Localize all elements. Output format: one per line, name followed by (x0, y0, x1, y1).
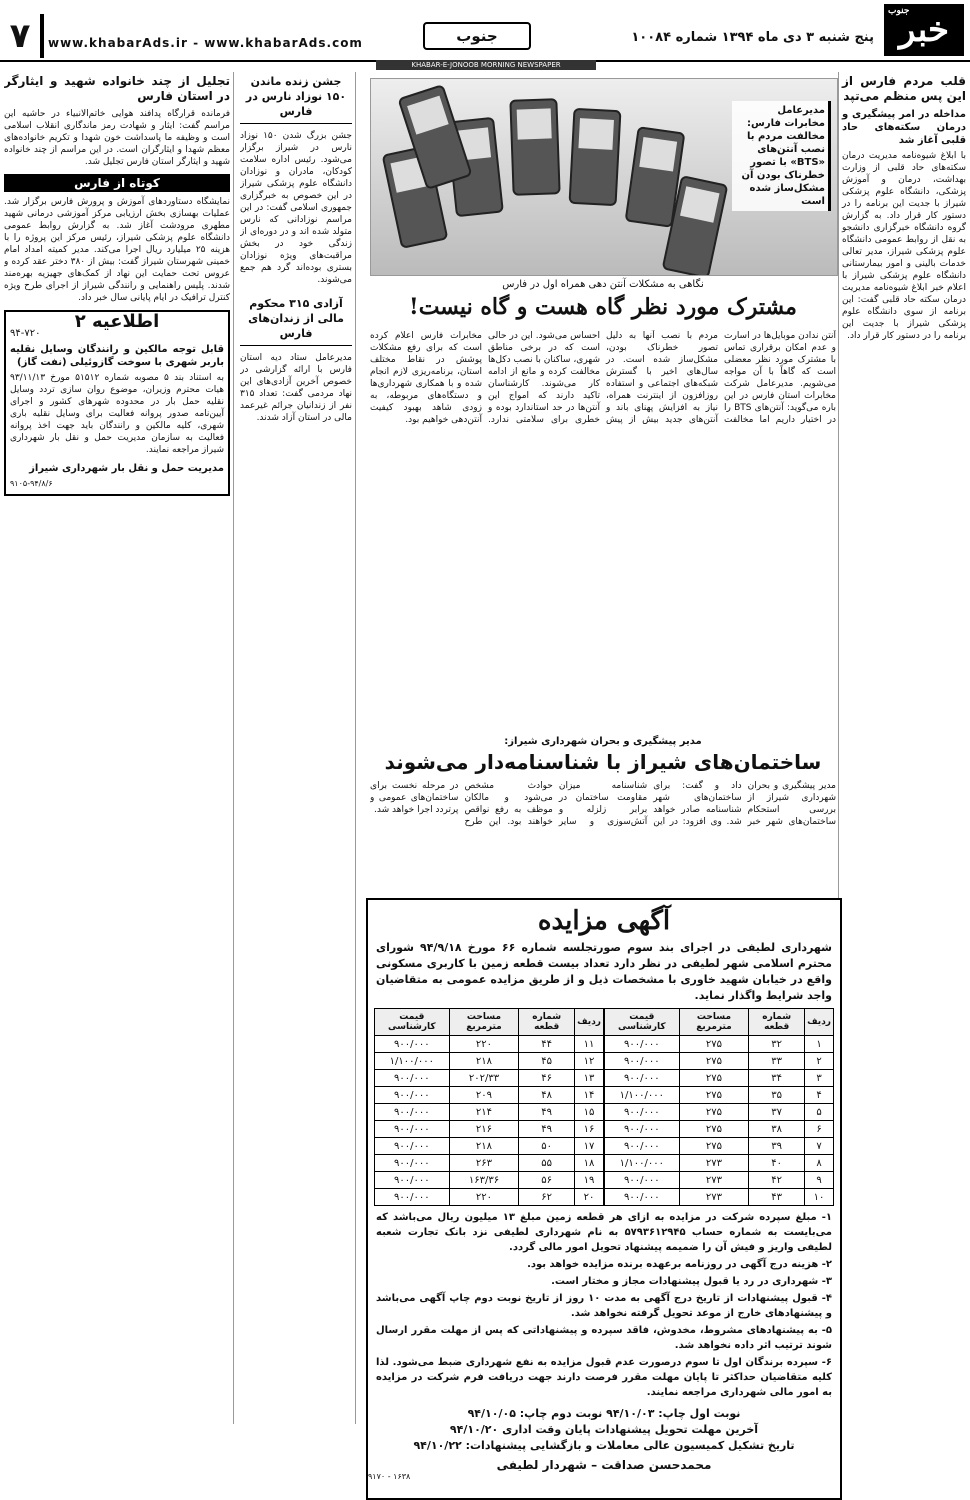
table-cell: ۲۷۳ (679, 1155, 749, 1172)
section-tab[interactable]: جنوب (423, 22, 531, 50)
table-row (605, 1121, 834, 1138)
ad-term: ۳- شهرداری در رد یا قبول پیشنهادات مجاز و مختار است. (551, 1276, 832, 1287)
martyrs-body: فرمانده قرارگاه پدافند هوایی خاتم‌الانبیاء در حاشیه این مراسم گفت: ایثار و شهادت رمز ماندگاری انقلاب اسلامی است و وظیفه ما پاسداشت خون شهدا و تکریم خانواده‌های معظم شهدا و ایثارگران است. در این مراسم از چند خانواده شهید و ایثارگر استان فارس تجلیل شد. (4, 109, 230, 167)
table-row (375, 1189, 604, 1206)
table-cell: ۳۳ (749, 1053, 805, 1070)
table-cell: ۲۱۸ (449, 1053, 519, 1070)
table-row (375, 1172, 604, 1189)
prisoners-body: مدیرعامل ستاد دیه استان فارس با ارائه گزارشی در خصوص آخرین آزادی‌های این نهاد مردمی گفت: تعداد ۳۱۵ نفر از زندانیان جرائم غیرعمد مالی در استان آزاد شدند. (240, 353, 352, 423)
newspaper-logo[interactable] (884, 4, 964, 56)
table-cell: ۲۰۹ (449, 1087, 519, 1104)
heart-lead: مداخله در امر پیشگیری و درمان سکته‌های حاد قلبی آغاز شد (842, 109, 966, 146)
table-cell: ۱/۱۰۰/۰۰۰ (605, 1155, 680, 1172)
ad-term: ۱- مبلغ سپرده شرکت در مزایده به ازای هر قطعه زمین مبلغ ۱۳ میلیون ریال می‌باشد که می‌بایست به شماره حساب ۵۷۹۳۶۱۲۹۴۵ به نام شهرداری لطیفی نزد بانک تجارت شعبه لطیفی واریز و فیش آن را ضمیمه پیشنهاد تحویل امور مالی گردد. (376, 1212, 832, 1253)
table-cell: ۱۳ (575, 1070, 604, 1087)
table-row (375, 1138, 604, 1155)
table-cell: ۲ (805, 1053, 834, 1070)
table-row (605, 1070, 834, 1087)
table-row (605, 1172, 834, 1189)
table-header: شماره قطعه (749, 1009, 805, 1036)
table-cell: ۱۵ (575, 1104, 604, 1121)
ad-term: ۶- سپرده برندگان اول تا سوم درصورت عدم قبول مزایده به نفع شهرداری ضبط می‌شود. لذا کلیه متقاضیان حداکثر تا پایان مهلت مقرر فرصت دارند جهت دریافت فرم شرکت در مزایده به امور مالی شهرداری مراجعه نمایند. (376, 1357, 832, 1398)
table-row (375, 1070, 604, 1087)
table-cell: ۲۷۳ (679, 1189, 749, 1206)
phone-graphic (509, 98, 560, 196)
table-row (605, 1087, 834, 1104)
notice-title: اطلاعیه ۲ (74, 311, 160, 332)
ad-intro: شهرداری لطیفی در اجرای بند سوم صورتجلسه شماره ۶۶ مورخ ۹۴/۹/۱۸ شورای محترم اسلامی شهر لطیفی در نظر دارد تعداد بیست قطعه زمین با کاربری مسکونی واقع در خیابان شهید خاوری با مشخصات ذیل و از طریق مزایده عمومی به متقاضیان واجد شرایط واگذار نماید. (376, 941, 832, 1002)
table-cell: ۹۰۰/۰۰۰ (605, 1104, 680, 1121)
table-row (605, 1155, 834, 1172)
table-cell: ۲۰ (575, 1189, 604, 1206)
short-news-body: نمایشگاه دستاوردهای آموزش و پرورش فارس برگزار شد. عملیات بهسازی بخش ارزیابی مرکز آموزشی درمانی شهید مطهری مرودشت آغاز شد. به گزارش روابط عمومی دانشگاه علوم پزشکی شیراز، رئیس مرکز این پروژه را با هزینه ۲۵ میلیارد ریال اجرا می‌کند. مدیر کمیته امداد امام خمینی شهرستان شیراز گفت: بیش از ۳۸۰ دختر عقد کرده و عروس تحت حمایت این نهاد از کمک‌های جهیزیه بهره‌مند شدند. پلیس راهنمایی و رانندگی شیراز از اجرای طرح ویژه کنترل ترافیک در ایام پایانی سال خبر داد. (4, 197, 230, 303)
table-cell: ۹۰۰/۰۰۰ (375, 1189, 450, 1206)
table-cell: ۹۰۰/۰۰۰ (375, 1155, 450, 1172)
table-row (605, 1036, 834, 1053)
table-cell: ۹۰۰/۰۰۰ (375, 1070, 450, 1087)
ad-term: ۲- هزینه درج آگهی در روزنامه برعهده برنده مزایده خواهد بود. (527, 1259, 832, 1270)
table-cell: ۹۰۰/۰۰۰ (375, 1138, 450, 1155)
table-cell: ۹۰۰/۰۰۰ (375, 1104, 450, 1121)
table-header: ردیف (575, 1009, 604, 1036)
table-row (375, 1053, 604, 1070)
ad-terms (368, 1206, 840, 1406)
table-cell: ۹۰۰/۰۰۰ (605, 1070, 680, 1087)
table-cell: ۲۷۵ (679, 1104, 749, 1121)
table-header: مساحت مترمربع (679, 1009, 749, 1036)
table-cell: ۴۴ (519, 1036, 575, 1053)
table-cell: ۳۴ (749, 1070, 805, 1087)
table-header: ردیف (805, 1009, 834, 1036)
english-banner: KHABAR-E-JONOOB MORNING NEWSPAPER (376, 60, 596, 70)
heart-body: با ابلاغ شیوه‌نامه مدیریت درمان سکته‌های حاد قلبی از وزارت بهداشت، درمان و آموزش پزشکی، دانشگاه علوم پزشکی شیراز با جدیت این برنامه را در دستور کار قرار داد. به گزارش گروه دانشگاه خبرگزاری دانشجو به نقل از روابط عمومی دانشگاه علوم پزشکی شیراز، مدیر تعالی خدمات بالینی و امور بیمارستانی دانشگاه علوم پزشکی شیراز با اعلام خبر ابلاغ شیوه‌نامه مدیریت درمان سکته حاد قلبی گفت: این برنامه از سوی دانشگاه علوم پزشکی شیراز با جدیت این برنامه را در دستور کار قرار داد. (842, 151, 966, 341)
table-cell: ۱۶ (575, 1121, 604, 1138)
table-row (605, 1104, 834, 1121)
table-cell: ۲۷۵ (679, 1087, 749, 1104)
story1-text: آنتن ندادن موبایل‌ها در اسارت و عدم امکان برقراری تماس با مشترک مورد نظر معضلی است که گاهاً با آن مواجه می‌شویم. مدیرعامل شرکت مخابرات استان فارس در این باره می‌گوید: آنتن‌های BTS را در اختیار داریم اما مخالفت مردم با نصب آنها به دلیل تصور خطرناک بودن، مشکل‌ساز شده است. در سال‌های اخیر با گسترش شبکه‌های اجتماعی و استفاده روزافزون از اینترنت همراه، نیاز به افزایش پهنای باند و آنتن‌های جدید بیش از پیش احساس می‌شود. این در حالی است که در برخی مناطق شهری، ساکنان با نصب دکل‌ها مخالفت کرده و مانع از ادامه کار می‌شوند. کارشناسان تاکید دارند که امواج این آنتن‌ها در حد استاندارد بوده و خطری برای سلامتی ندارد. مخابرات فارس اعلام کرده است که برای رفع مشکلات پوشش در نقاط مختلف استان، برنامه‌ریزی لازم انجام شده و با همکاری شهرداری‌ها و دستگاه‌های مربوطه، به زودی شاهد بهبود کیفیت آنتن‌دهی خواهیم بود. (370, 331, 836, 425)
logo-text: خبر (898, 10, 950, 50)
table-cell: ۲۷۵ (679, 1036, 749, 1053)
table-cell: ۲۰۲/۳۳ (449, 1070, 519, 1087)
table-cell: ۵۰ (519, 1138, 575, 1155)
table-cell: ۱۱ (575, 1036, 604, 1053)
heart-headline[interactable]: قلب مردم فارس از این پس منظم می‌تپد (842, 74, 966, 103)
table-cell: ۲۱۸ (449, 1138, 519, 1155)
table-cell: ۲۷۳ (679, 1172, 749, 1189)
right-column (838, 72, 966, 1424)
table-row (605, 1053, 834, 1070)
ad-date-line: تاریخ تشکیل کمیسیون عالی معاملات و بازگشایی پیشنهادات: ۹۴/۱۰/۲۲ (413, 1439, 795, 1452)
neonates-body: جشن بزرگ شدن ۱۵۰ نوزاد نارس در شیراز برگزار می‌شود. رئیس اداره سلامت کودکان، مادران و نوزادان دانشگاه علوم پزشکی شیراز در این خصوص به خبرگزاری جمهوری اسلامی گفت: در این مراسم نوزادانی که نارس متولد شده اند و در دوره‌ای از زندگی خود در بخش مراقبت‌های ویژه نوزادان بستری بوده‌اند گرد هم جمع می‌شوند. (240, 131, 352, 285)
table-cell: ۹۰۰/۰۰۰ (375, 1087, 450, 1104)
table-cell: ۱/۱۰۰/۰۰۰ (375, 1053, 450, 1070)
table-cell: ۴۸ (519, 1087, 575, 1104)
table-cell: ۹۰۰/۰۰۰ (605, 1172, 680, 1189)
table-cell: ۴۹ (519, 1104, 575, 1121)
table-cell: ۱۴ (575, 1087, 604, 1104)
story1-body (370, 330, 836, 732)
neonates-headline[interactable]: جشن زنده ماندن ۱۵۰ نوزاد نارس در فارس (240, 74, 352, 124)
page-number: ۷ (0, 14, 44, 58)
notice-footer: ۹۱۰۵-۹۴/۸/۶ (10, 479, 53, 488)
table-cell: ۴۹ (519, 1121, 575, 1138)
table-cell: ۲۲۰ (449, 1036, 519, 1053)
photo-caption: مدیرعامل مخابرات فارس: مخالفت مردم با نصب آنتن‌های «BTS» با تصور خطرناک بودن آن مشکل‌ساز شده است (732, 101, 831, 211)
table-row (375, 1104, 604, 1121)
table-cell: ۳۷ (749, 1104, 805, 1121)
notice-code: ۹۴-۷۲۰ (10, 328, 41, 339)
table-cell: ۱ (805, 1036, 834, 1053)
notice-subtitle: قابل توجه مالکین و رانندگان وسایل نقلیه باربر شهری با سوخت گازوئیلی (نفت گاز) (10, 344, 224, 368)
table-cell: ۳۵ (749, 1087, 805, 1104)
website-url[interactable]: www.khabarAds.ir - www.khabarAds.com (48, 36, 363, 50)
table-cell: ۴۵ (519, 1053, 575, 1070)
table-cell: ۱/۱۰۰/۰۰۰ (605, 1087, 680, 1104)
left-column (4, 72, 234, 1424)
table-cell: ۴۶ (519, 1070, 575, 1087)
table-cell: ۲۷۵ (679, 1121, 749, 1138)
ad-date-line: آخرین مهلت تحویل پیشنهادات پایان وقت اداری ۹۴/۱۰/۲۰ (449, 1423, 759, 1436)
mid-left-column (240, 72, 356, 1424)
table-cell: ۹۰۰/۰۰۰ (605, 1189, 680, 1206)
table-header: قیمت کارشناسی (605, 1009, 680, 1036)
ad-term: ۴- قبول پیشنهادات از تاریخ درج آگهی به مدت ۱۰ روز از تاریخ نوبت دوم چاپ آگهی می‌باشد و پیشنهادهای خارج از موعد تحویل گرفته نخواهد شد. (376, 1293, 832, 1319)
short-news-title: کوتاه از فارس (4, 174, 230, 192)
table-header: مساحت مترمربع (449, 1009, 519, 1036)
notice-signature: مدیریت حمل و نقل بار شهرداری شیراز (29, 463, 224, 474)
table-cell: ۱۹ (575, 1172, 604, 1189)
logo-sub: جنوب (888, 6, 910, 16)
table-cell: ۲۱۶ (449, 1121, 519, 1138)
table-cell: ۹۰۰/۰۰۰ (375, 1036, 450, 1053)
table-cell: ۹۰۰/۰۰۰ (375, 1121, 450, 1138)
table-header: شماره قطعه (519, 1009, 575, 1036)
dateline: پنج شنبه ۳ دی ماه ۱۳۹۴ شماره ۱۰۰۸۴ (631, 30, 874, 45)
table-cell: ۵۶ (519, 1172, 575, 1189)
masthead (0, 0, 970, 62)
table-cell: ۴۲ (749, 1172, 805, 1189)
table-cell: ۹۰۰/۰۰۰ (605, 1138, 680, 1155)
story1-headline[interactable]: مشترک مورد نظر گاه هست و گاه نیست! (409, 294, 797, 320)
ad-title: آگهی مزایده (537, 906, 671, 936)
table-cell: ۱۶۳/۳۶ (449, 1172, 519, 1189)
table-row (375, 1121, 604, 1138)
ad-code: ۹۱۷۰ - ۱۶۳۸ (368, 1472, 411, 1481)
story2-body (370, 780, 836, 892)
left-bid-table (374, 1008, 604, 1206)
table-cell: ۳۲ (749, 1036, 805, 1053)
table-header: قیمت کارشناسی (375, 1009, 450, 1036)
table-cell: ۲۲۰ (449, 1189, 519, 1206)
table-cell: ۲۶۳ (449, 1155, 519, 1172)
table-cell: ۲۷۵ (679, 1138, 749, 1155)
table-cell: ۱۰ (805, 1189, 834, 1206)
table-cell: ۴۳ (749, 1189, 805, 1206)
ad-signature: محمدحسن صداقت – شهردار لطیفی (496, 1458, 712, 1472)
story2-headline[interactable]: ساختمان‌های شیراز با شناسنامه‌دار می‌شوند (384, 750, 822, 774)
center-section (364, 72, 842, 1481)
table-row (375, 1036, 604, 1053)
mobile-phones-photo (370, 78, 838, 276)
table-cell: ۲۷۵ (679, 1053, 749, 1070)
story1-kicker: نگاهی به مشکلات آنتن دهی همراه اول در فارس (502, 279, 704, 290)
table-row (375, 1155, 604, 1172)
phone-graphic (569, 108, 622, 206)
table-cell: ۴ (805, 1087, 834, 1104)
ad-tables (368, 1008, 840, 1206)
table-cell: ۹۰۰/۰۰۰ (605, 1121, 680, 1138)
story2-kicker: مدیر پیشگیری و بحران شهرداری شیراز: (504, 736, 702, 747)
truck-notice (4, 310, 230, 496)
table-cell: ۸ (805, 1155, 834, 1172)
table-cell: ۹۰۰/۰۰۰ (605, 1053, 680, 1070)
martyrs-headline[interactable]: تجلیل از چند خانواده شهید و ایثارگر در استان فارس (4, 74, 230, 103)
notice-body: به استناد بند ۵ مصوبه شماره ۵۱۵۱۲ مورخ ۹۳/۱۱/۱۳ هیات محترم وزیران، موضوع روان سازی تردد وسایل نقلیه حمل بار در محدوده شهرهای کشور و اجرای آیین‌نامه صدور پروانه فعالیت برای وسایل نقلیه باری شهری، کلیه مالکین و رانندگان باید جهت اخذ پروانه فعالیت به سازمان مدیریت حمل و نقل بار شهرداری شیراز مراجعه نمایند. (10, 373, 224, 455)
table-cell: ۹ (805, 1172, 834, 1189)
table-cell: ۳۹ (749, 1138, 805, 1155)
story2-text: مدیر پیشگیری و بحران شهرداری شیراز از بررسی استحکام ساختمان‌های شهر خبر داد و گفت: برای ساختمان‌های شهر شناسنامه صادر خواهد شد. وی افزود: در این شناسنامه میزان مقاومت ساختمان در برابر زلزله و آتش‌سوزی و سایر حوادث مشخص می‌شود و مالکان موظف به رفع نواقص خواهند بود. این طرح در مرحله نخست برای ساختمان‌های عمومی و پرتردد اجرا خواهد شد. (370, 781, 836, 827)
table-cell: ۵ (805, 1104, 834, 1121)
table-row (605, 1189, 834, 1206)
table-cell: ۴۰ (749, 1155, 805, 1172)
table-cell: ۱۷ (575, 1138, 604, 1155)
table-cell: ۱۸ (575, 1155, 604, 1172)
ad-date-line: نوبت اول چاپ: ۹۴/۱۰/۰۳ نوبت دوم چاپ: ۹۴/۱۰/۰۵ (467, 1407, 741, 1420)
auction-ad (366, 898, 842, 1500)
table-cell: ۶ (805, 1121, 834, 1138)
prisoners-headline[interactable]: آزادی ۳۱۵ محکوم مالی از زندان‌های فارس (240, 296, 352, 346)
table-cell: ۷ (805, 1138, 834, 1155)
table-cell: ۳ (805, 1070, 834, 1087)
table-row (605, 1138, 834, 1155)
table-cell: ۲۱۴ (449, 1104, 519, 1121)
ad-term: ۵- به پیشنهادهای مشروط، مخدوش، فاقد سپرده و پیشنهاداتی که پس از مهلت مقرر ارسال شوند ترتیب اثر داده نخواهد شد. (376, 1325, 832, 1351)
table-cell: ۳۸ (749, 1121, 805, 1138)
table-cell: ۶۲ (519, 1189, 575, 1206)
table-cell: ۲۷۵ (679, 1070, 749, 1087)
right-bid-table (604, 1008, 834, 1206)
ad-dates (368, 1406, 840, 1454)
table-cell: ۹۰۰/۰۰۰ (375, 1172, 450, 1189)
table-cell: ۵۵ (519, 1155, 575, 1172)
table-cell: ۹۰۰/۰۰۰ (605, 1036, 680, 1053)
table-cell: ۱۲ (575, 1053, 604, 1070)
table-row (375, 1087, 604, 1104)
